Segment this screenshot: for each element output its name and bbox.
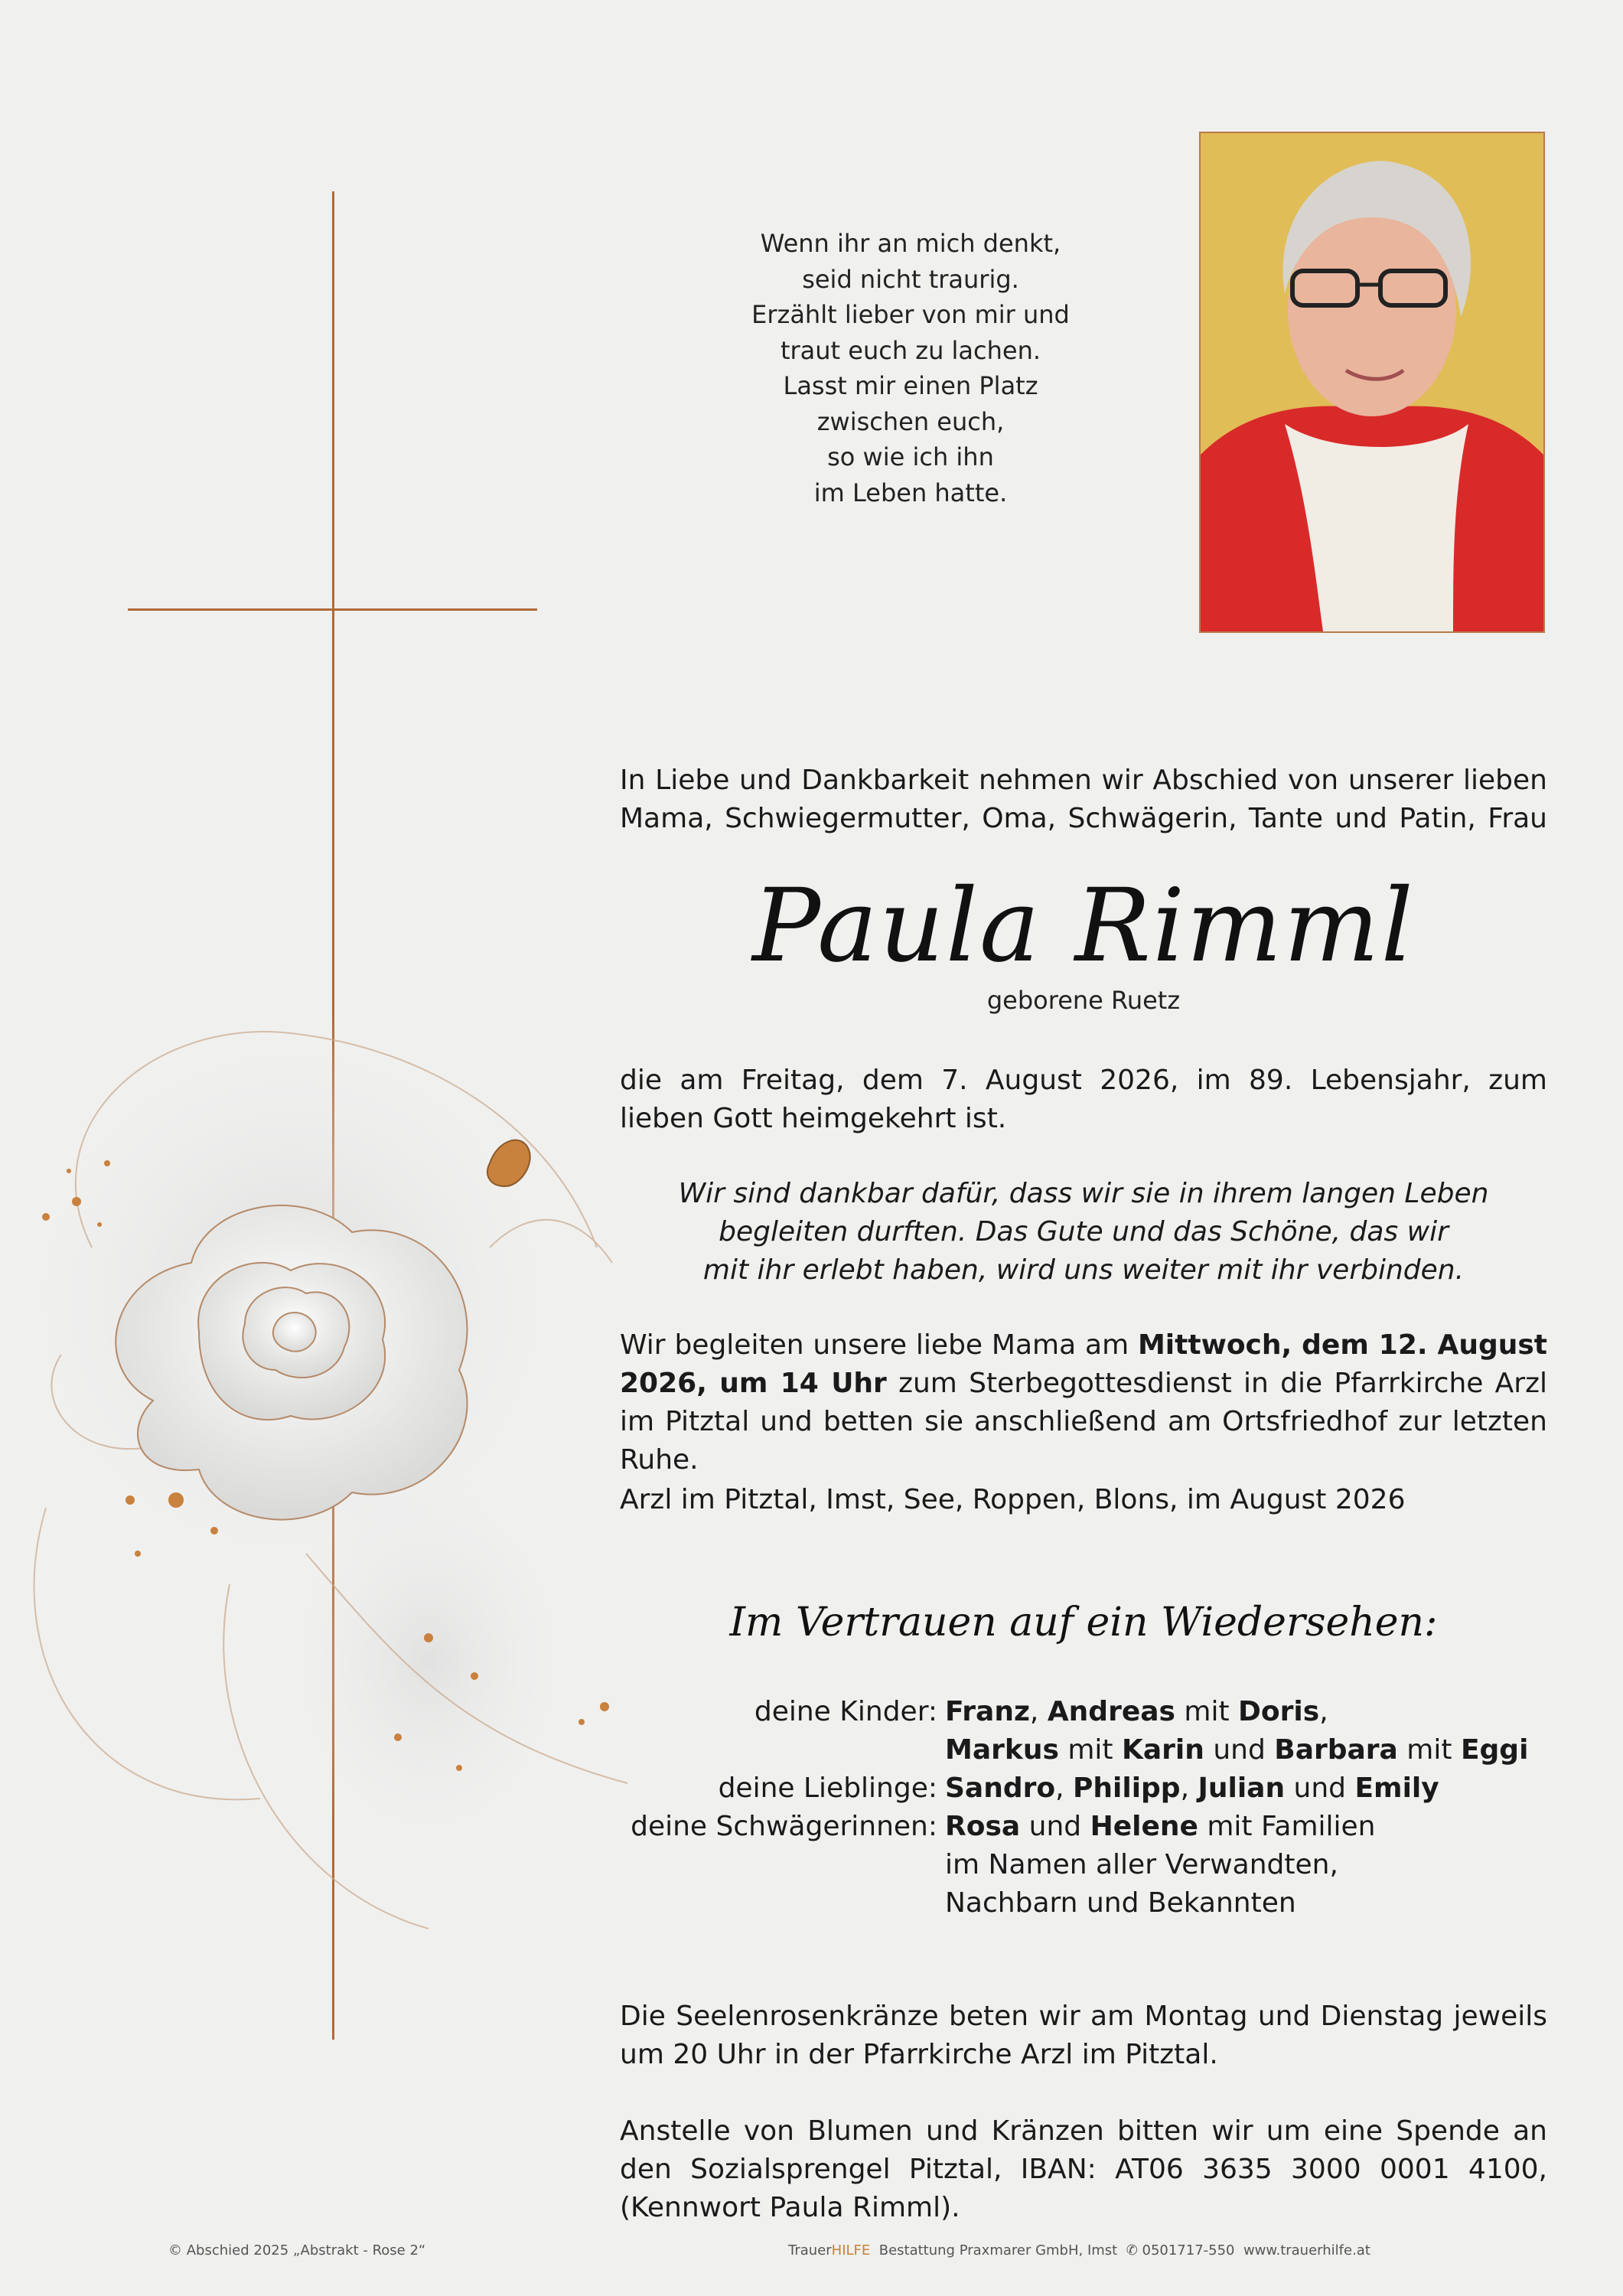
children-names-line1: Franz, Andreas mit Doris, — [945, 1696, 1328, 1727]
deceased-name: Paula Rimml — [752, 867, 1415, 985]
mourners-row-children — [620, 1693, 1547, 1731]
quote-line: Wenn ihr an mich denkt, — [760, 229, 1061, 258]
mourners-row-darlings — [620, 1769, 1547, 1808]
mourners-row-children-2 — [620, 1731, 1547, 1769]
mourners-row-sisters — [620, 1808, 1547, 1846]
sisters-names: Rosa und Helene mit Familien — [945, 1811, 1376, 1842]
mourners-row-relatives-2 — [620, 1884, 1547, 1923]
thanks-line: begleiten durften. Das Gute und das Schöne, das wir — [719, 1216, 1449, 1247]
children-names-line2: Markus mit Karin und Barbara mit Eggi — [945, 1734, 1529, 1766]
quote-line: zwischen euch, — [816, 406, 1005, 436]
footer-company — [788, 2242, 1370, 2258]
funeral-date-time: Mittwoch, dem 12. August 2026, um 14 Uhr — [620, 1329, 1548, 1399]
funeral-paragraph — [620, 1326, 1547, 1479]
quote-line: Lasst mir einen Platz — [783, 371, 1038, 400]
thanks-line: mit ihr erlebt haben, wird uns weiter mit ihr verbinden. — [702, 1254, 1465, 1286]
portrait-photo — [1199, 132, 1545, 633]
mourners-list — [620, 1693, 1547, 1923]
intro-paragraph: In Liebe und Dankbarkeit nehmen wir Abschied von unserer lieben Mama, Schwiegermutter, Oma, Schwägerin, Tante und Patin, Frau — [620, 765, 1547, 834]
death-notice: die am Freitag, dem 7. August 2026, im 89. Lebensjahr, zum lieben Gott heimgekehrt ist. — [620, 1065, 1547, 1134]
white-rose-illustration — [0, 972, 689, 1982]
donation-paragraph: Anstelle von Blumen und Kränzen bitten wir um eine Spende an den Sozialsprengel Pitztal, IBAN: AT06 3635 3000 0001 4100, (Kennwort Paula Rimml). — [620, 2115, 1547, 2223]
quote-line: seid nicht traurig. — [802, 264, 1019, 294]
footer-company-name: Bestattung Praxmarer GmbH, Imst — [870, 2242, 1118, 2258]
quote-line: traut euch zu lachen. — [780, 335, 1041, 365]
footer-web-link[interactable]: www.trauerhilfe.at — [1234, 2242, 1370, 2258]
mourners-row-relatives — [620, 1846, 1547, 1884]
place-date: Arzl im Pitztal, Imst, See, Roppen, Blons, im August 2026 — [620, 1484, 1406, 1515]
memorial-quote — [689, 226, 1133, 510]
footer-copyright: © Abschied 2025 „Abstrakt - Rose 2“ — [168, 2242, 426, 2258]
rosary-paragraph: Die Seelenrosenkränze beten wir am Montag und Dienstag jeweils um 20 Uhr in der Pfarrkirche Arzl im Pitztal. — [620, 2001, 1547, 2070]
relatives-line1: im Namen aller Verwandten, — [945, 1849, 1338, 1880]
cross-horizontal-bar — [128, 608, 537, 611]
darlings-label: deine Lieblinge: — [718, 1773, 937, 1804]
maiden-name: geborene Ruetz — [986, 986, 1181, 1015]
relatives-line2: Nachbarn und Bekannten — [945, 1887, 1296, 1919]
funeral-text-end: zum Sterbegottesdienst in die Pfarrkirche Arzl im Pitztal und betten sie anschließend am Ortsfriedhof zur letzten Ruhe. — [620, 1368, 1548, 1476]
darlings-names: Sandro, Philipp, Julian und Emily — [945, 1773, 1439, 1804]
children-label: deine Kinder: — [754, 1696, 937, 1727]
thanks-line: Wir sind dankbar dafür, dass wir sie in ihrem langen Leben — [678, 1178, 1489, 1209]
motto-heading: Im Vertrauen auf ein Wiedersehen: — [729, 1600, 1438, 1645]
quote-line: im Leben hatte. — [813, 478, 1008, 507]
funeral-text-start: Wir begleiten unsere liebe Mama am — [620, 1329, 1138, 1361]
footer-phone: ✆ 0501717-550 — [1117, 2242, 1235, 2258]
quote-line: so wie ich ihn — [827, 442, 994, 471]
thanks-paragraph — [620, 1175, 1547, 1290]
sisters-label: deine Schwägerinnen: — [631, 1811, 937, 1842]
footer-brand-a: Trauer — [788, 2242, 832, 2258]
quote-line: Erzählt lieber von mir und — [751, 300, 1070, 329]
footer-brand-b: HILFE — [831, 2242, 871, 2258]
